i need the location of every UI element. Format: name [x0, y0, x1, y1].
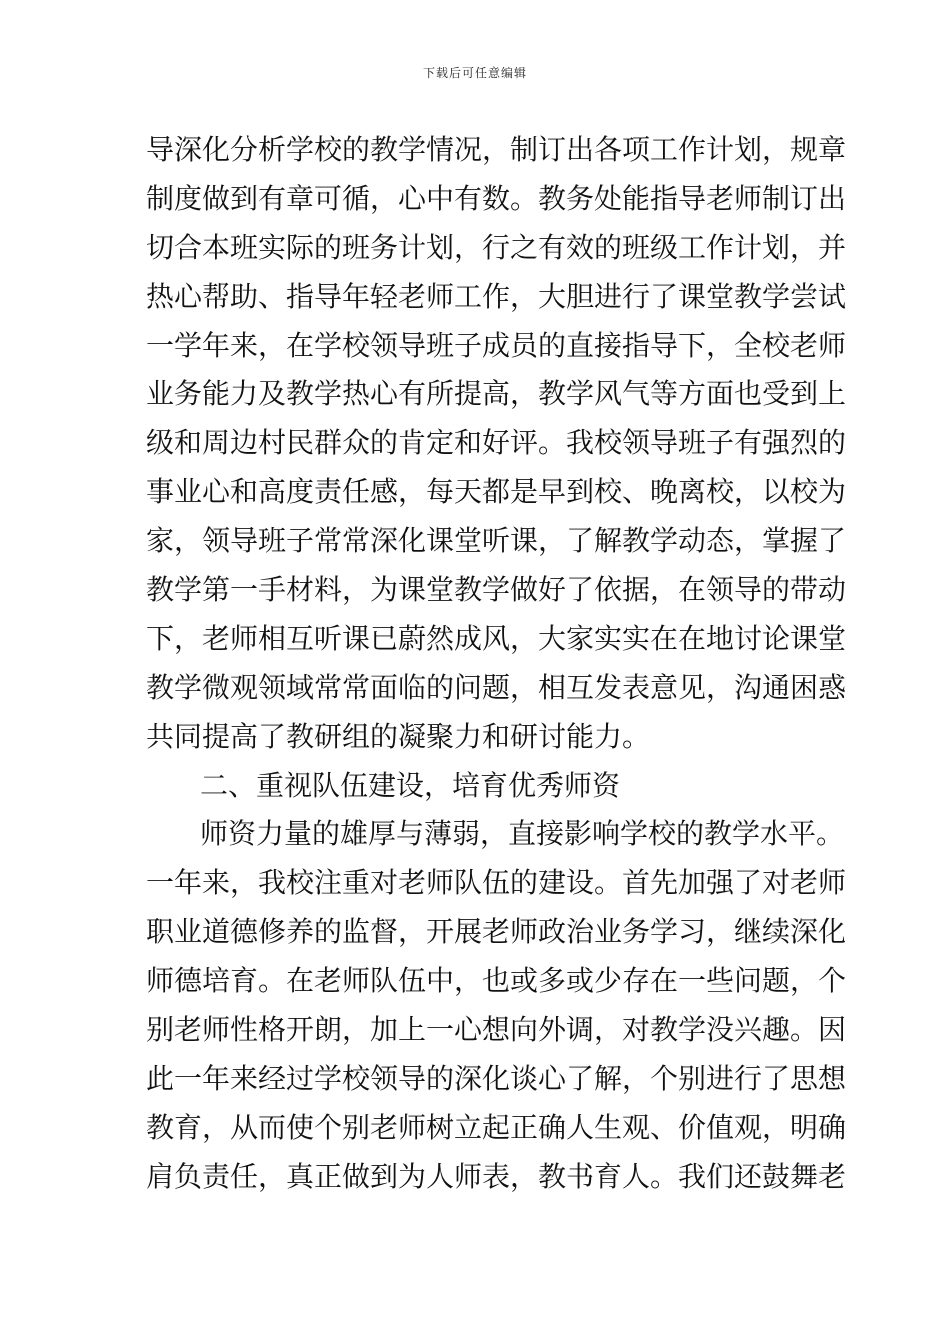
text-line: 别老师性格开朗，加上一心想向外调，对教学没兴趣。因 [146, 1013, 847, 1047]
section-heading: 二、重视队伍建设，培育优秀师资 [200, 768, 621, 802]
text-line: 教育，从而使个别老师树立起正确人生观、价值观，明确 [146, 1110, 847, 1144]
text-line: 教学微观领域常常面临的问题，相互发表意见，沟通困惑 [146, 670, 847, 704]
text-line: 师德培育。在老师队伍中，也或多或少存在一些问题，个 [146, 964, 847, 998]
text-line: 制度做到有章可循，心中有数。教务处能指导老师制订出 [146, 181, 847, 215]
text-line: 切合本班实际的班务计划，行之有效的班级工作计划，并 [146, 230, 847, 264]
text-line: 职业道德修养的监督，开展老师政治业务学习，继续深化 [146, 915, 847, 949]
text-line: 导深化分析学校的教学情况，制订出各项工作计划，规章 [146, 133, 847, 166]
text-line: 一学年来，在学校领导班子成员的直接指导下，全校老师 [146, 328, 847, 362]
text-line: 级和周边村民群众的肯定和好评。我校领导班子有强烈的 [146, 426, 847, 460]
text-line: 一年来，我校注重对老师队伍的建设。首先加强了对老师 [146, 866, 847, 900]
page-header: 下载后可任意编辑 [422, 66, 527, 80]
text-line: 业务能力及教学热心有所提高，教学风气等方面也受到上 [146, 377, 847, 411]
text-line: 教学第一手材料，为课堂教学做好了依据，在领导的带动 [146, 573, 847, 607]
text-line: 家，领导班子常常深化课堂听课，了解教学动态，掌握了 [146, 524, 847, 558]
text-line: 肩负责任，真正做到为人师表，教书育人。我们还鼓舞老 [146, 1159, 847, 1193]
text-line: 此一年来经过学校领导的深化谈心了解，个别进行了思想 [146, 1061, 847, 1095]
document-body [146, 126, 847, 1202]
text-line: 共同提高了教研组的凝聚力和研讨能力。 [146, 719, 651, 753]
text-line: 热心帮助、指导年轻老师工作，大胆进行了课堂教学尝试 [146, 279, 847, 313]
text-line: 下，老师相互听课已蔚然成风，大家实实在在地讨论课堂 [146, 621, 847, 655]
text-line: 事业心和高度责任感，每天都是早到校、晚离校，以校为 [146, 475, 847, 509]
paragraph-start-line: 师资力量的雄厚与薄弱，直接影响学校的教学水平。 [200, 817, 845, 851]
